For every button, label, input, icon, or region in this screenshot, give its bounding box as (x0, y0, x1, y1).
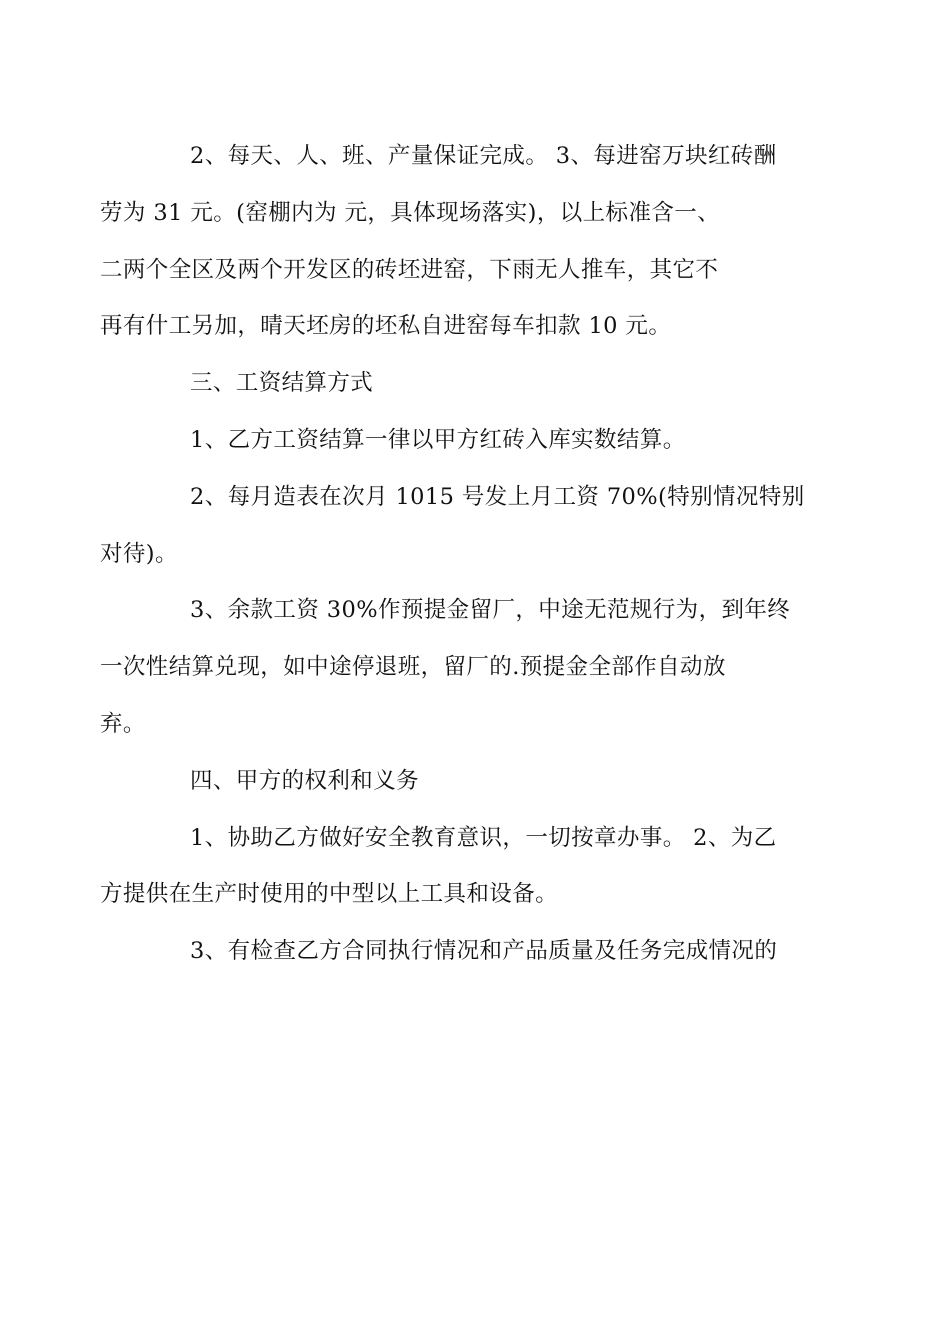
document-body (100, 128, 810, 980)
text-line: 一次性结算兑现，如中途停退班，留厂的.预提金全部作自动放 (100, 654, 726, 681)
text-line: 对待)。 (100, 540, 178, 567)
text-line: 再有什工另加，晴天坯房的坯私自进窑每车扣款 10 元。 (100, 313, 672, 340)
paragraph-monthly-payment (100, 469, 810, 583)
section-heading-wage-settlement (145, 355, 810, 412)
paragraph-safety-and-tools (100, 810, 810, 924)
paragraph-reserve-fund (100, 582, 810, 752)
text-line: 1、协助乙方做好安全教育意识，一切按章办事。 2、为乙 (190, 824, 777, 851)
paragraph-quota-and-pay (100, 128, 810, 355)
text-line: 2、每天、人、班、产量保证完成。 3、每进窑万块红砖酬 (190, 143, 777, 169)
text-line: 3、余款工资 30%作预提金留厂，中途无范规行为，到年终 (190, 597, 791, 624)
text-line: 弃。 (100, 710, 146, 737)
section-heading: 四、甲方的权利和义务 (190, 767, 420, 794)
section-heading-party-a-rights (145, 753, 810, 810)
text-line: 方提供在生产时使用的中型以上工具和设备。 (100, 881, 559, 908)
paragraph-inspection-rights (145, 923, 810, 980)
paragraph-settlement-basis (145, 412, 810, 469)
section-heading: 三、工资结算方式 (190, 370, 374, 397)
text-line: 1、乙方工资结算一律以甲方红砖入库实数结算。 (190, 426, 686, 453)
text-line: 二两个全区及两个开发区的砖坯进窑，下雨无人推车，其它不 (100, 256, 719, 283)
text-line: 2、每月造表在次月 1015 号发上月工资 70%(特别情况特别 (190, 483, 805, 510)
text-line: 3、有检查乙方合同执行情况和产品质量及任务完成情况的 (190, 938, 778, 965)
text-line: 劳为 31 元。(窑棚内为 元，具体现场落实)，以上标准含一、 (100, 199, 721, 226)
